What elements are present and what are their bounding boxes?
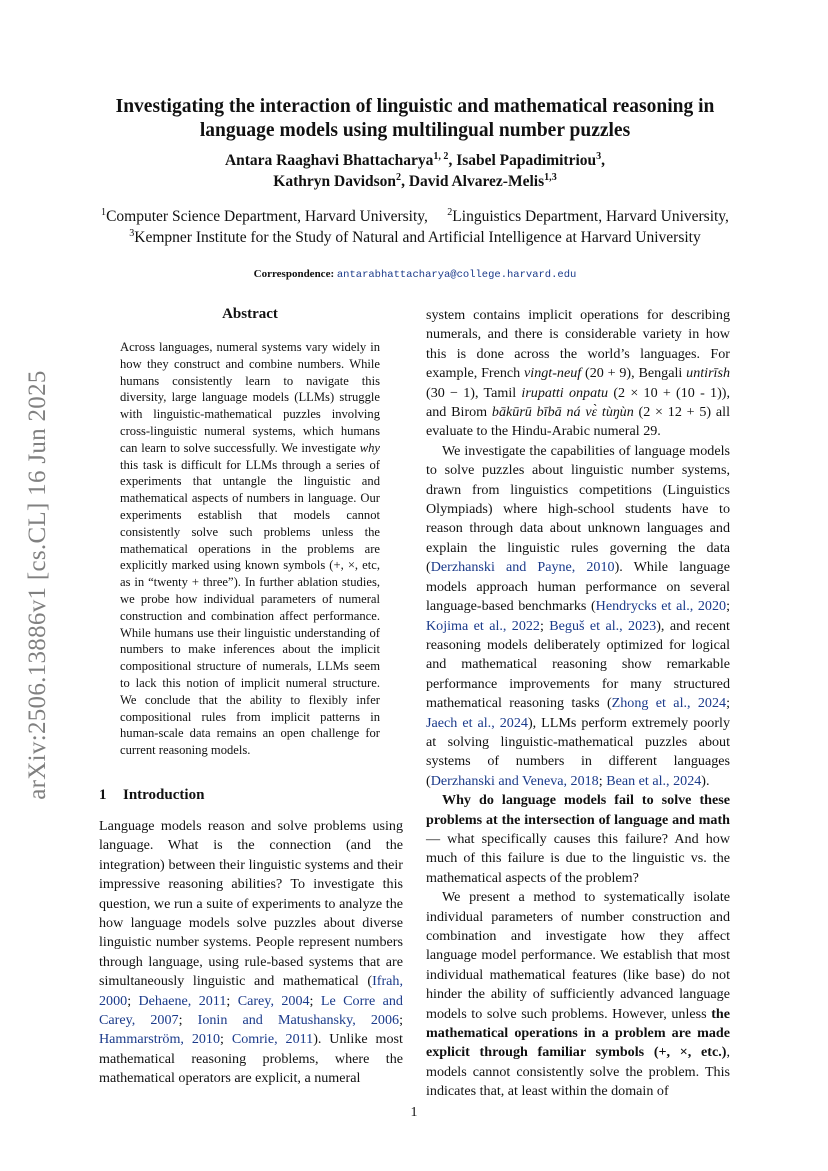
body-text: system contains implicit operations for describing numerals, and there is considerable variety in how this is done across the world’s languages. For example, French (426, 307, 730, 382)
correspondence (100, 268, 730, 281)
section-number: 1 (99, 787, 107, 803)
right-column-body: system contains implicit operations for describing numerals, and there is considerable variety in how this is done across the world’s languages. For example, French vingt-neuf (20 + 9), Bengali untirīsh (30 − 1), Tamil irupatti onpatu (2 × 10 + (10 - 1)), and Birom bākūrū bībā ná vɛ̀ tùŋùn (2 × 12 + 5) all evaluate to the Hindu-Arabic numeral 29. We investigate the capabilities of language models to solve puzzles about linguistic number systems, drawn from linguistics competitions (Linguistics Olympiads) where high-school students have to reason through data about unknown languages and explain the linguistic rules governing the data (Derzhanski and Payne, 2010). While language models approach human performance on several language-based benchmarks (Hendrycks et al., 2020; Kojima et al., 2022; Beguš et al., 2023), and recent reasoning models deliberately optimized for logical and mathematical reasoning show remarkable performance improvements for many structured mathematical reasoning tasks (Zhong et al., 2024; Jaech et al., 2024), LLMs perform extremely poorly at solving linguistic-mathematical puzzles about systems of numbers in different languages (Derzhanski and Veneva, 2018; Bean et al., 2024). Why do language models fail to solve these problems at the intersection of language and math — what specifically causes this failure? And how much of this failure is due to the linguistic vs. the mathematical aspects of the problem? We present a method to systematically isolate individual parameters of number construction and combination and investigate how they affect language model performance. We establish that most individual mathematical features (like base) do not hinder the ability of sufficiently advanced language models to solve such problems. However, unless the mathematical operations in a problem are made explicit through familiar symbols (+, ×, etc.), models cannot consistently solve the problem. This indicates that, at least within the domain of (426, 307, 730, 1100)
body-text: (30 − 1), Tamil (426, 384, 522, 401)
abstract-heading: Abstract (222, 306, 278, 322)
author-affil-sup: 1,3 (544, 171, 557, 183)
bold-question: Why do language models fail to solve these problems at the intersection of language and math (426, 792, 730, 828)
section-title: Introduction (123, 787, 205, 803)
citation-link[interactable]: Beguš et al., 2023 (549, 617, 657, 634)
author-name: Antara Raaghavi Bhattacharya (224, 152, 434, 169)
section-heading-introduction (99, 787, 204, 804)
affiliation: Kempner Institute for the Study of Natural and Artificial Intelligence at Harvard University (134, 229, 701, 246)
body-text: (2 × 12 + 5) all evaluate to the Hindu-Arabic numeral 29. (426, 404, 730, 440)
citation-link[interactable]: Bean et al., 2024 (606, 772, 702, 789)
body-text: ), and recent reasoning models deliberately optimized for logical and mathematical reasoning show remarkable performance improvements for many structured mathematical reasoning tasks ( (426, 617, 730, 712)
author-name: Kathryn Davidson (273, 173, 397, 190)
author-name: David Alvarez-Melis (408, 173, 545, 190)
author-name: Isabel Papadimitriou (456, 152, 597, 169)
abstract-body (120, 339, 380, 759)
correspondence-email-link[interactable]: antarabhattacharya@college.harvard.edu (336, 269, 577, 281)
body-text: We investigate the capabilities of language models to solve puzzles about linguistic number systems, drawn from linguistics competitions (Linguistics Olympiads) where high-school students have to reason through data about unknown languages and explain the linguistic rules governing the data ( (426, 442, 730, 576)
arxiv-sidebar-stamp (23, 345, 53, 825)
author-affil-sup: 3 (596, 150, 602, 162)
citation-link[interactable]: Ifrah, 2000 (99, 973, 403, 1009)
affil-sup: 2 (447, 206, 453, 218)
citation-link[interactable]: Comrie, 2011 (231, 1031, 314, 1048)
citation-link[interactable]: Dehaene, 2011 (138, 992, 227, 1009)
arxiv-id: arXiv:2506.13886v1 [cs.CL] 16 Jun 2025 (24, 370, 51, 800)
affiliation: Linguistics Department, Harvard University, (452, 208, 729, 225)
author-list: Antara Raaghavi Bhattacharya$^{1, 2}$, Isabel Papadimitriou$^3$, Kathryn Davidson$^2$, David Alvarez-Melis$^{1,3}$ (224, 150, 606, 190)
intro-text: ). Unlike most mathematical reasoning problems, where the mathematical operators are explicit, a numeral (99, 1031, 403, 1087)
numeral-example: bākūrū bībā ná vɛ̀ tùŋùn (491, 404, 634, 421)
citation-link[interactable]: Hendrycks et al., 2020 (595, 598, 727, 615)
page-number: 1 (410, 1105, 418, 1120)
body-text: ), LLMs perform extremely poorly at solving linguistic-mathematical puzzles about systems of numbers in different languages ( (426, 714, 730, 789)
affiliation: Computer Science Department, Harvard University, (106, 208, 428, 225)
numeral-example: irupatti onpatu (521, 384, 609, 401)
citation-link[interactable]: Jaech et al., 2024 (426, 714, 528, 731)
abstract-text: this task is difficult for LLMs through a series of experiments that untangle the linguistic and mathematical aspects of numbers in language. Our experiments establish that models cannot consistently solve such problems unless the mathematical operations in the problems are explicitly marked using known symbols (+, ×, etc, as in “twenty + three”). In further ablation studies, we probe how individual parameters of numeral construction and combination affect performance. While humans use their linguistic understanding of numbers to make inferences about the implicit compositional structure of numerals, LLMs seem to lack this notion of implicit numeral structure. We conclude that the ability to flexibly infer compositional rules from implicit patterns in human-scale data remains an open challenge for current reasoning models. (120, 457, 380, 758)
abstract-text: Across languages, numeral systems vary widely in how they construct and combine numbers. While humans consistently learn to navigate this diversity, large language models (LLMs) struggle with linguistic-mathematical puzzles involving cross-linguistic numeral systems, which humans can learn to solve successfully. We investigate (120, 340, 380, 455)
author-affil-sup: 2 (396, 171, 402, 183)
affiliations (70, 206, 760, 248)
intro-text: Language models reason and solve problems using language. What is the connection (and the integration) between their linguistic systems and their impressive reasoning abilities? To investigate this question, we run a suite of experiments to analyze the how language models solve puzzles about diverse linguistic number systems. People represent numbers through language, using rule-based systems that are simultaneously linguistic and mathematical ( (99, 818, 403, 990)
body-text: (20 + 9), Bengali (581, 365, 687, 382)
citation-link[interactable]: Derzhanski and Payne, 2010 (430, 559, 615, 576)
paper-title: Investigating the interaction of linguistic and mathematical reasoning in language models using multilingual number puzzles (115, 96, 715, 141)
citation-link[interactable]: Zhong et al., 2024 (611, 695, 727, 712)
citation-link[interactable]: Carey, 2004 (237, 992, 310, 1009)
citation-link[interactable]: Le Corre and Carey, 2007 (99, 992, 403, 1029)
citation-link[interactable]: Derzhanski and Veneva, 2018 (430, 772, 599, 789)
citation-link[interactable]: Kojima et al., 2022 (426, 617, 540, 634)
correspondence-label: Correspondence: (253, 268, 335, 280)
body-text: We present a method to systematically isolate individual parameters of number construction and combination and investigate how they affect language model performance. We establish that most individual mathematical features (like base) do not hinder the ability of sufficiently advanced language models to solve such problems. However, unless (426, 889, 730, 1022)
abstract-emphasis: why (359, 440, 380, 455)
body-text: ). While language models approach human performance on several language-based benchmarks ( (426, 559, 730, 615)
body-text: (2 × 10 + (10 - 1)), and Birom (426, 384, 730, 421)
author-affil-sup: 1, 2 (433, 150, 449, 162)
affil-sup: 1 (101, 206, 107, 218)
numeral-example: vingt-neuf (524, 365, 582, 382)
body-text: — what specifically causes this failure? And how much of this failure is due to the linguistic vs. the mathematical aspects of the problem? (426, 830, 730, 886)
citation-link[interactable]: Ionin and Matushansky, 2006 (197, 1012, 400, 1029)
bold-finding: the mathematical operations in a problem are made explicit through familiar symbols (+, ×, etc.) (426, 1005, 730, 1061)
body-text: , models cannot consistently solve the problem. This indicates that, at least within the domain of (426, 1044, 730, 1100)
affil-sup: 3 (129, 227, 135, 239)
body-text: ). (701, 772, 710, 789)
citation-link[interactable]: Hammarström, 2010 (99, 1031, 221, 1048)
numeral-example: untirīsh (686, 365, 730, 382)
introduction-body: Language models reason and solve problems using language. What is the connection (and the integration) between their linguistic systems and their impressive reasoning abilities? To investigate this question, we run a suite of experiments to analyze the how language models solve puzzles about diverse linguistic number systems. People represent numbers through language, using rule-based systems that are simultaneously linguistic and mathematical (Ifrah, 2000; Dehaene, 2011; Carey, 2004; Le Corre and Carey, 2007; Ionin and Matushansky, 2006; Hammarström, 2010; Comrie, 2011). Unlike most mathematical reasoning problems, where the mathematical operators are explicit, a numeral (99, 818, 403, 1087)
